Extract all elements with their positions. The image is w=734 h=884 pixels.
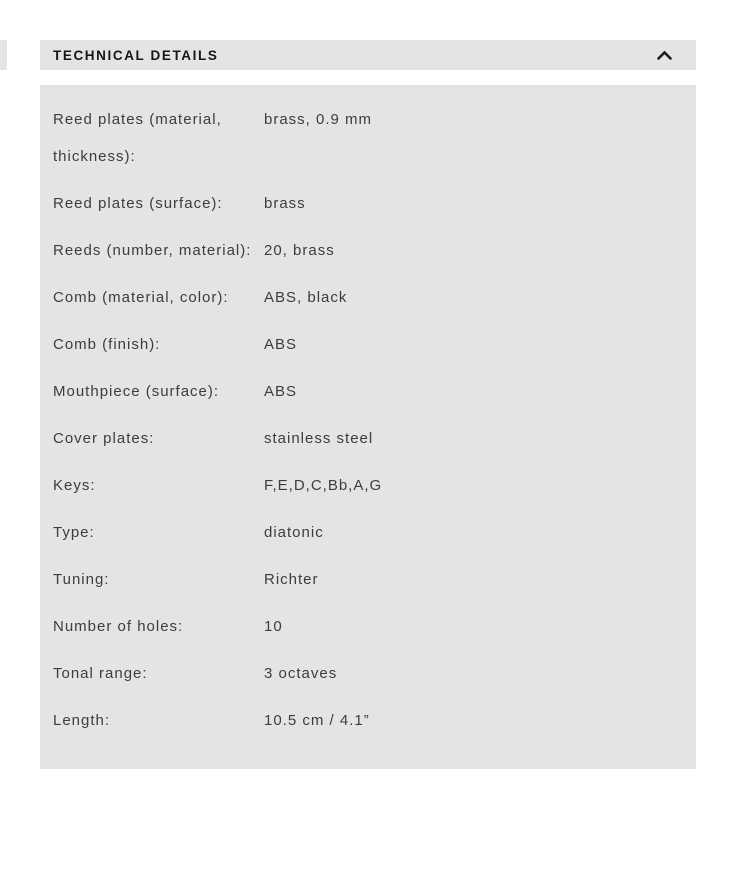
spec-label: Cover plates: [53, 430, 155, 447]
spec-value: diatonic [264, 524, 324, 541]
spec-row [53, 279, 683, 316]
spec-row [53, 185, 683, 222]
spec-label: Length: [53, 712, 111, 729]
spec-label: Number of holes: [53, 618, 184, 635]
spec-row [53, 702, 683, 739]
chevron-up-icon [657, 51, 672, 60]
spec-value: 20, brass [264, 242, 335, 259]
spec-row [53, 420, 683, 457]
spec-value: ABS [264, 383, 298, 400]
spec-label: Tuning: [53, 571, 110, 588]
technical-details-panel [40, 85, 696, 769]
spec-value: 10 [264, 618, 283, 635]
spec-label: Comb (material, color): [53, 289, 229, 306]
cropped-accordion-fragment [0, 40, 7, 70]
spec-row [53, 101, 683, 175]
spec-value: brass, 0.9 mm [264, 111, 373, 128]
spec-label: Reed plates (surface): [53, 195, 223, 212]
spec-row [53, 326, 683, 363]
spec-row [53, 608, 683, 645]
spec-value: ABS [264, 336, 298, 353]
spec-label: Type: [53, 524, 95, 541]
spec-label: Comb (finish): [53, 336, 161, 353]
spec-value: stainless steel [264, 430, 374, 447]
spec-value: ABS, black [264, 289, 348, 306]
accordion-title: TECHNICAL DETAILS [53, 47, 219, 63]
technical-details-accordion [40, 40, 696, 769]
spec-row [53, 467, 683, 504]
spec-row [53, 514, 683, 551]
spec-label: Reeds (number, material): [53, 242, 252, 259]
spec-label: Reed plates (material, thickness): [53, 111, 222, 165]
spec-row [53, 655, 683, 692]
spec-row [53, 373, 683, 410]
spec-row [53, 232, 683, 269]
spec-value: 3 octaves [264, 665, 338, 682]
spec-label: Mouthpiece (surface): [53, 383, 220, 400]
spec-label: Keys: [53, 477, 96, 494]
technical-details-header[interactable] [40, 40, 696, 70]
spec-value: F,E,D,C,Bb,A,G [264, 477, 383, 494]
spec-row [53, 561, 683, 598]
spec-value: brass [264, 195, 306, 212]
spec-label: Tonal range: [53, 665, 148, 682]
spec-value: 10.5 cm / 4.1” [264, 712, 370, 729]
spec-value: Richter [264, 571, 319, 588]
